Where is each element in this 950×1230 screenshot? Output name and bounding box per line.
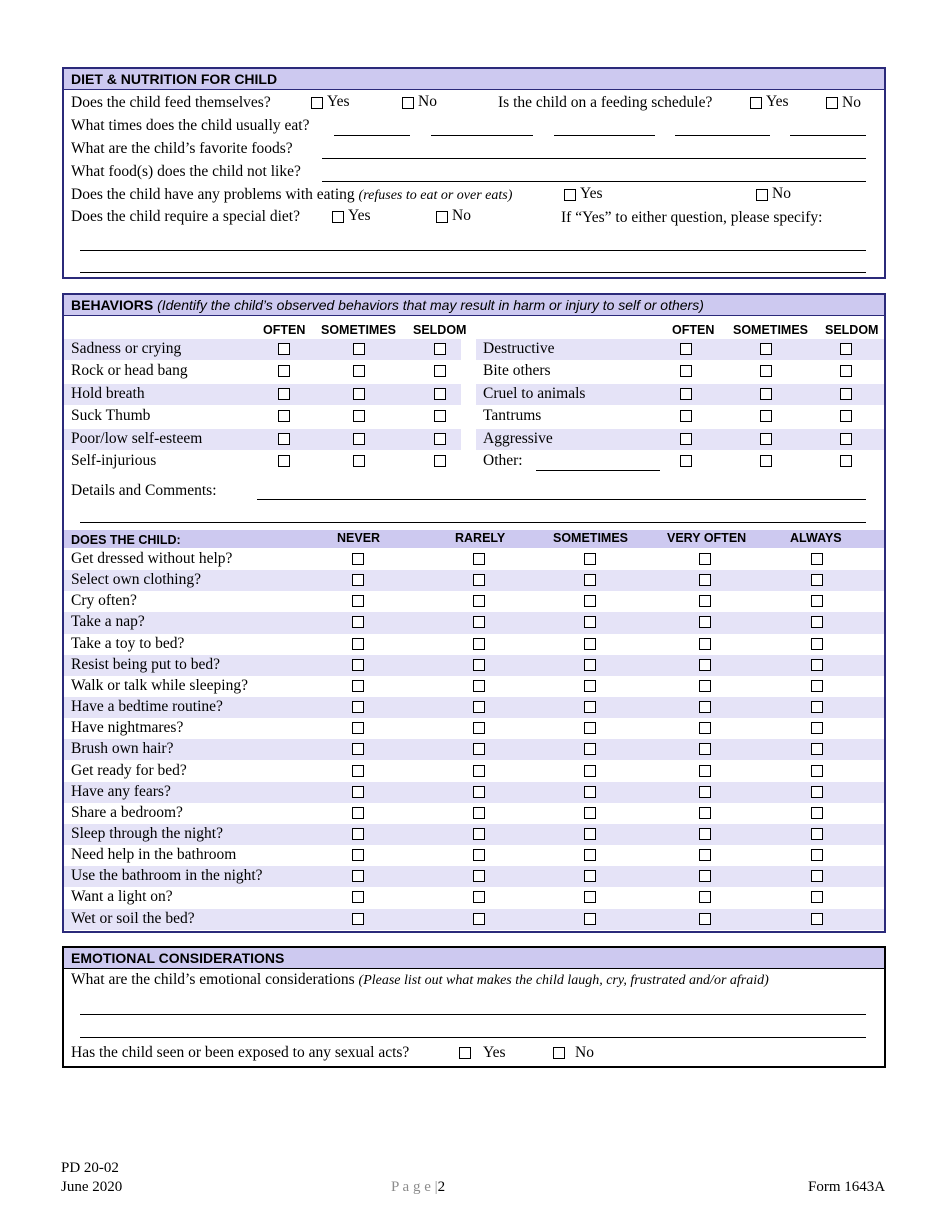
footer-date: June 2020 xyxy=(61,1179,123,1195)
frequency-checkbox-never[interactable] xyxy=(352,870,364,882)
specify-label: If “Yes” to either question, please specify: xyxy=(561,209,823,226)
col-sometimes: SOMETIMES xyxy=(553,531,629,545)
q-exposed: Has the child seen or been exposed to any sexual acts? xyxy=(71,1044,410,1061)
emotional-section xyxy=(62,946,886,1068)
q-times-eat: What times does the child usually eat? xyxy=(71,117,310,134)
frequency-checkbox-rarely[interactable] xyxy=(473,553,485,565)
frequency-checkbox-always[interactable] xyxy=(811,870,823,882)
behavior-label: Destructive xyxy=(483,340,555,357)
frequency-checkbox-never[interactable] xyxy=(352,722,364,734)
behavior-checkbox-seldom[interactable] xyxy=(840,455,852,467)
frequency-checkbox-never[interactable] xyxy=(352,743,364,755)
frequency-checkbox-very-often[interactable] xyxy=(699,913,711,925)
problems-no-checkbox[interactable] xyxy=(756,189,768,201)
frequency-checkbox-sometimes[interactable] xyxy=(584,765,596,777)
frequency-checkbox-sometimes[interactable] xyxy=(584,722,596,734)
schedule-yes-checkbox[interactable] xyxy=(750,97,762,109)
behavior-checkbox-often[interactable] xyxy=(680,365,692,377)
frequency-checkbox-never[interactable] xyxy=(352,659,364,671)
frequency-checkbox-always[interactable] xyxy=(811,722,823,734)
frequency-checkbox-very-often[interactable] xyxy=(699,849,711,861)
frequency-checkbox-always[interactable] xyxy=(811,701,823,713)
frequency-checkbox-very-often[interactable] xyxy=(699,680,711,692)
behavior-checkbox-seldom[interactable] xyxy=(840,433,852,445)
question-label: Get ready for bed? xyxy=(71,761,187,779)
yes-label: Yes xyxy=(766,93,789,110)
behavior-checkbox-sometimes[interactable] xyxy=(760,410,772,422)
question-label: Use the bathroom in the night? xyxy=(71,867,263,885)
q-feed-self: Does the child feed themselves? xyxy=(71,94,271,111)
frequency-checkbox-always[interactable] xyxy=(811,680,823,692)
yes-label: Yes xyxy=(483,1044,506,1061)
frequency-checkbox-sometimes[interactable] xyxy=(584,807,596,819)
frequency-checkbox-rarely[interactable] xyxy=(473,701,485,713)
emotional-header: EMOTIONAL CONSIDERATIONS xyxy=(64,948,884,969)
frequency-checkbox-very-often[interactable] xyxy=(699,743,711,755)
frequency-checkbox-never[interactable] xyxy=(352,913,364,925)
behavior-label: Cruel to animals xyxy=(483,384,586,402)
behavior-label: Tantrums xyxy=(483,407,542,425)
no-label: No xyxy=(575,1044,594,1061)
behavior-checkbox-seldom[interactable] xyxy=(840,410,852,422)
behavior-checkbox-seldom[interactable] xyxy=(434,388,446,400)
frequency-checkbox-sometimes[interactable] xyxy=(584,828,596,840)
frequency-checkbox-always[interactable] xyxy=(811,765,823,777)
feed-self-no-checkbox[interactable] xyxy=(402,97,414,109)
behavior-label: Aggressive xyxy=(483,429,553,447)
frequency-checkbox-rarely[interactable] xyxy=(473,595,485,607)
frequency-checkbox-very-often[interactable] xyxy=(699,807,711,819)
behavior-label: Rock or head bang xyxy=(71,362,188,380)
exposed-no-checkbox[interactable] xyxy=(553,1047,565,1059)
exposed-yes-checkbox[interactable] xyxy=(459,1047,471,1059)
frequency-checkbox-very-often[interactable] xyxy=(699,659,711,671)
behavior-checkbox-seldom[interactable] xyxy=(434,455,446,467)
behavior-checkbox-sometimes[interactable] xyxy=(760,365,772,377)
frequency-checkbox-very-often[interactable] xyxy=(699,701,711,713)
frequency-checkbox-rarely[interactable] xyxy=(473,913,485,925)
behavior-checkbox-sometimes[interactable] xyxy=(760,388,772,400)
frequency-checkbox-rarely[interactable] xyxy=(473,891,485,903)
question-label: Resist being put to bed? xyxy=(71,655,220,673)
no-label: No xyxy=(418,93,437,110)
frequency-checkbox-always[interactable] xyxy=(811,786,823,798)
col-sometimes-left: SOMETIMES xyxy=(321,323,397,337)
frequency-checkbox-very-often[interactable] xyxy=(699,722,711,734)
frequency-checkbox-sometimes[interactable] xyxy=(584,743,596,755)
frequency-checkbox-always[interactable] xyxy=(811,807,823,819)
col-seldom-right: SELDOM xyxy=(825,323,879,337)
frequency-checkbox-always[interactable] xyxy=(811,891,823,903)
frequency-checkbox-always[interactable] xyxy=(811,828,823,840)
frequency-checkbox-sometimes[interactable] xyxy=(584,680,596,692)
no-label: No xyxy=(452,207,471,224)
frequency-checkbox-very-often[interactable] xyxy=(699,616,711,628)
no-label: No xyxy=(842,94,861,111)
question-label: Share a bedroom? xyxy=(71,803,183,821)
yes-label: Yes xyxy=(348,207,371,224)
favorite-foods-field[interactable] xyxy=(322,158,866,159)
frequency-checkbox-rarely[interactable] xyxy=(473,680,485,692)
frequency-checkbox-very-often[interactable] xyxy=(699,574,711,586)
question-label: Sleep through the night? xyxy=(71,824,223,842)
frequency-checkbox-always[interactable] xyxy=(811,574,823,586)
frequency-checkbox-very-often[interactable] xyxy=(699,870,711,882)
time-field-2[interactable] xyxy=(431,135,533,136)
q-problems-eating: Does the child have any problems with eating (refuses to eat or over eats) xyxy=(71,186,513,203)
footer-form: Form 1643A xyxy=(808,1179,886,1195)
behavior-checkbox-often[interactable] xyxy=(680,455,692,467)
behavior-label: Sadness or crying xyxy=(71,340,182,357)
behavior-checkbox-sometimes[interactable] xyxy=(760,343,772,355)
q-favorite-foods: What are the child’s favorite foods? xyxy=(71,140,293,157)
frequency-checkbox-never[interactable] xyxy=(352,786,364,798)
frequency-checkbox-sometimes[interactable] xyxy=(584,553,596,565)
frequency-checkbox-rarely[interactable] xyxy=(473,743,485,755)
does-child-header: DOES THE CHILD: xyxy=(71,533,181,547)
yes-label: Yes xyxy=(327,93,350,110)
frequency-checkbox-very-often[interactable] xyxy=(699,595,711,607)
emotional-field-1[interactable] xyxy=(80,1014,866,1015)
frequency-checkbox-very-often[interactable] xyxy=(699,765,711,777)
footer-code: PD 20-02 xyxy=(61,1160,119,1176)
frequency-checkbox-never[interactable] xyxy=(352,849,364,861)
behavior-checkbox-often[interactable] xyxy=(278,365,290,377)
behavior-checkbox-often[interactable] xyxy=(680,343,692,355)
footer-page: P a g e |2 xyxy=(391,1179,446,1195)
question-label: Wet or soil the bed? xyxy=(71,909,195,927)
behavior-label: Poor/low self-esteem xyxy=(71,429,203,447)
question-label: Get dressed without help? xyxy=(71,550,233,567)
behavior-checkbox-sometimes[interactable] xyxy=(353,410,365,422)
frequency-checkbox-always[interactable] xyxy=(811,616,823,628)
behavior-checkbox-often[interactable] xyxy=(278,343,290,355)
specify-field-1[interactable] xyxy=(80,250,866,251)
frequency-checkbox-never[interactable] xyxy=(352,701,364,713)
frequency-checkbox-sometimes[interactable] xyxy=(584,849,596,861)
diet-header: DIET & NUTRITION FOR CHILD xyxy=(64,69,884,90)
frequency-checkbox-sometimes[interactable] xyxy=(584,659,596,671)
frequency-checkbox-sometimes[interactable] xyxy=(584,786,596,798)
frequency-checkbox-very-often[interactable] xyxy=(699,828,711,840)
behavior-label: Other: xyxy=(483,452,523,469)
frequency-checkbox-rarely[interactable] xyxy=(473,616,485,628)
col-always: ALWAYS xyxy=(790,531,842,545)
frequency-checkbox-very-often[interactable] xyxy=(699,891,711,903)
yes-label: Yes xyxy=(580,185,603,202)
col-seldom-left: SELDOM xyxy=(413,323,467,337)
behavior-checkbox-seldom[interactable] xyxy=(840,343,852,355)
frequency-checkbox-rarely[interactable] xyxy=(473,849,485,861)
behavior-label: Suck Thumb xyxy=(71,407,151,425)
col-often-left: OFTEN xyxy=(263,323,306,337)
behavior-checkbox-sometimes[interactable] xyxy=(353,365,365,377)
col-never: NEVER xyxy=(337,531,381,545)
question-label: Select own clothing? xyxy=(71,571,201,589)
problems-yes-checkbox[interactable] xyxy=(564,189,576,201)
q-emotional-considerations: What are the child’s emotional considerations (Please list out what makes the child laugh, cry, frustrated and/or afraid) xyxy=(71,971,769,988)
not-like-field[interactable] xyxy=(322,181,866,182)
frequency-checkbox-never[interactable] xyxy=(352,638,364,650)
frequency-checkbox-always[interactable] xyxy=(811,659,823,671)
behavior-checkbox-seldom[interactable] xyxy=(434,343,446,355)
behavior-label: Bite others xyxy=(483,362,551,380)
behavior-checkbox-often[interactable] xyxy=(278,388,290,400)
frequency-checkbox-rarely[interactable] xyxy=(473,638,485,650)
frequency-checkbox-never[interactable] xyxy=(352,828,364,840)
question-label: Brush own hair? xyxy=(71,740,174,758)
behavior-checkbox-often[interactable] xyxy=(680,433,692,445)
col-rarely: RARELY xyxy=(455,531,506,545)
frequency-checkbox-always[interactable] xyxy=(811,638,823,650)
question-label: Need help in the bathroom xyxy=(71,846,237,864)
emotional-field-2[interactable] xyxy=(80,1037,866,1038)
behavior-checkbox-often[interactable] xyxy=(680,410,692,422)
frequency-checkbox-never[interactable] xyxy=(352,680,364,692)
question-label: Take a toy to bed? xyxy=(71,634,185,652)
details-field-1[interactable] xyxy=(257,499,866,500)
behavior-checkbox-sometimes[interactable] xyxy=(353,343,365,355)
frequency-checkbox-never[interactable] xyxy=(352,807,364,819)
frequency-checkbox-rarely[interactable] xyxy=(473,807,485,819)
frequency-checkbox-very-often[interactable] xyxy=(699,553,711,565)
q-not-like: What food(s) does the child not like? xyxy=(71,163,301,180)
question-label: Have a bedtime routine? xyxy=(71,698,223,716)
behavior-checkbox-often[interactable] xyxy=(680,388,692,400)
frequency-checkbox-rarely[interactable] xyxy=(473,828,485,840)
col-often-right: OFTEN xyxy=(672,323,715,337)
frequency-checkbox-sometimes[interactable] xyxy=(584,574,596,586)
behavior-checkbox-often[interactable] xyxy=(278,433,290,445)
question-label: Cry often? xyxy=(71,592,137,610)
frequency-checkbox-never[interactable] xyxy=(352,765,364,777)
question-label: Take a nap? xyxy=(71,613,145,631)
time-field-5[interactable] xyxy=(790,135,866,136)
question-label: Want a light on? xyxy=(71,888,173,906)
behavior-checkbox-seldom[interactable] xyxy=(840,388,852,400)
frequency-checkbox-never[interactable] xyxy=(352,553,364,565)
frequency-checkbox-rarely[interactable] xyxy=(473,765,485,777)
q-special-diet: Does the child require a special diet? xyxy=(71,208,300,225)
diet-section xyxy=(62,67,886,279)
col-very-often: VERY OFTEN xyxy=(667,531,747,545)
special-diet-no-checkbox[interactable] xyxy=(436,211,448,223)
frequency-checkbox-never[interactable] xyxy=(352,595,364,607)
behavior-label: Hold breath xyxy=(71,384,145,402)
specify-field-2[interactable] xyxy=(80,272,866,273)
frequency-checkbox-very-often[interactable] xyxy=(699,638,711,650)
behavior-checkbox-seldom[interactable] xyxy=(434,365,446,377)
frequency-checkbox-very-often[interactable] xyxy=(699,786,711,798)
behavior-checkbox-sometimes[interactable] xyxy=(353,433,365,445)
question-label: Walk or talk while sleeping? xyxy=(71,676,248,694)
frequency-checkbox-sometimes[interactable] xyxy=(584,638,596,650)
frequency-checkbox-rarely[interactable] xyxy=(473,574,485,586)
behavior-checkbox-sometimes[interactable] xyxy=(353,455,365,467)
no-label: No xyxy=(772,185,791,202)
behavior-checkbox-sometimes[interactable] xyxy=(760,433,772,445)
frequency-checkbox-rarely[interactable] xyxy=(473,870,485,882)
frequency-checkbox-sometimes[interactable] xyxy=(584,616,596,628)
behavior-checkbox-sometimes[interactable] xyxy=(353,388,365,400)
frequency-checkbox-always[interactable] xyxy=(811,913,823,925)
frequency-checkbox-always[interactable] xyxy=(811,595,823,607)
question-label: Have nightmares? xyxy=(71,719,184,737)
behavior-checkbox-seldom[interactable] xyxy=(434,433,446,445)
behavior-checkbox-often[interactable] xyxy=(278,410,290,422)
frequency-checkbox-sometimes[interactable] xyxy=(584,870,596,882)
details-label: Details and Comments: xyxy=(71,482,217,499)
behavior-checkbox-often[interactable] xyxy=(278,455,290,467)
frequency-checkbox-never[interactable] xyxy=(352,891,364,903)
frequency-checkbox-sometimes[interactable] xyxy=(584,595,596,607)
col-sometimes-right: SOMETIMES xyxy=(733,323,809,337)
frequency-checkbox-rarely[interactable] xyxy=(473,786,485,798)
frequency-checkbox-always[interactable] xyxy=(811,849,823,861)
behavior-label: Self-injurious xyxy=(71,452,157,469)
time-field-4[interactable] xyxy=(675,135,770,136)
behavior-checkbox-seldom[interactable] xyxy=(840,365,852,377)
frequency-checkbox-never[interactable] xyxy=(352,574,364,586)
special-diet-yes-checkbox[interactable] xyxy=(332,211,344,223)
question-label: Have any fears? xyxy=(71,782,171,800)
schedule-no-checkbox[interactable] xyxy=(826,97,838,109)
behavior-checkbox-seldom[interactable] xyxy=(434,410,446,422)
time-field-3[interactable] xyxy=(554,135,655,136)
frequency-checkbox-never[interactable] xyxy=(352,616,364,628)
details-field-2[interactable] xyxy=(80,522,866,523)
feed-self-yes-checkbox[interactable] xyxy=(311,97,323,109)
frequency-checkbox-rarely[interactable] xyxy=(473,659,485,671)
frequency-checkbox-rarely[interactable] xyxy=(473,722,485,734)
time-field-1[interactable] xyxy=(334,135,410,136)
q-feeding-schedule: Is the child on a feeding schedule? xyxy=(498,94,713,111)
behavior-checkbox-sometimes[interactable] xyxy=(760,455,772,467)
behaviors-header: BEHAVIORS (Identify the child’s observed behaviors that may result in harm or injury to self or others) xyxy=(64,295,884,316)
frequency-checkbox-always[interactable] xyxy=(811,743,823,755)
frequency-checkbox-sometimes[interactable] xyxy=(584,701,596,713)
frequency-checkbox-always[interactable] xyxy=(811,553,823,565)
frequency-checkbox-sometimes[interactable] xyxy=(584,891,596,903)
frequency-checkbox-sometimes[interactable] xyxy=(584,913,596,925)
behaviors-section xyxy=(62,293,886,933)
other-behavior-field[interactable] xyxy=(536,470,660,471)
